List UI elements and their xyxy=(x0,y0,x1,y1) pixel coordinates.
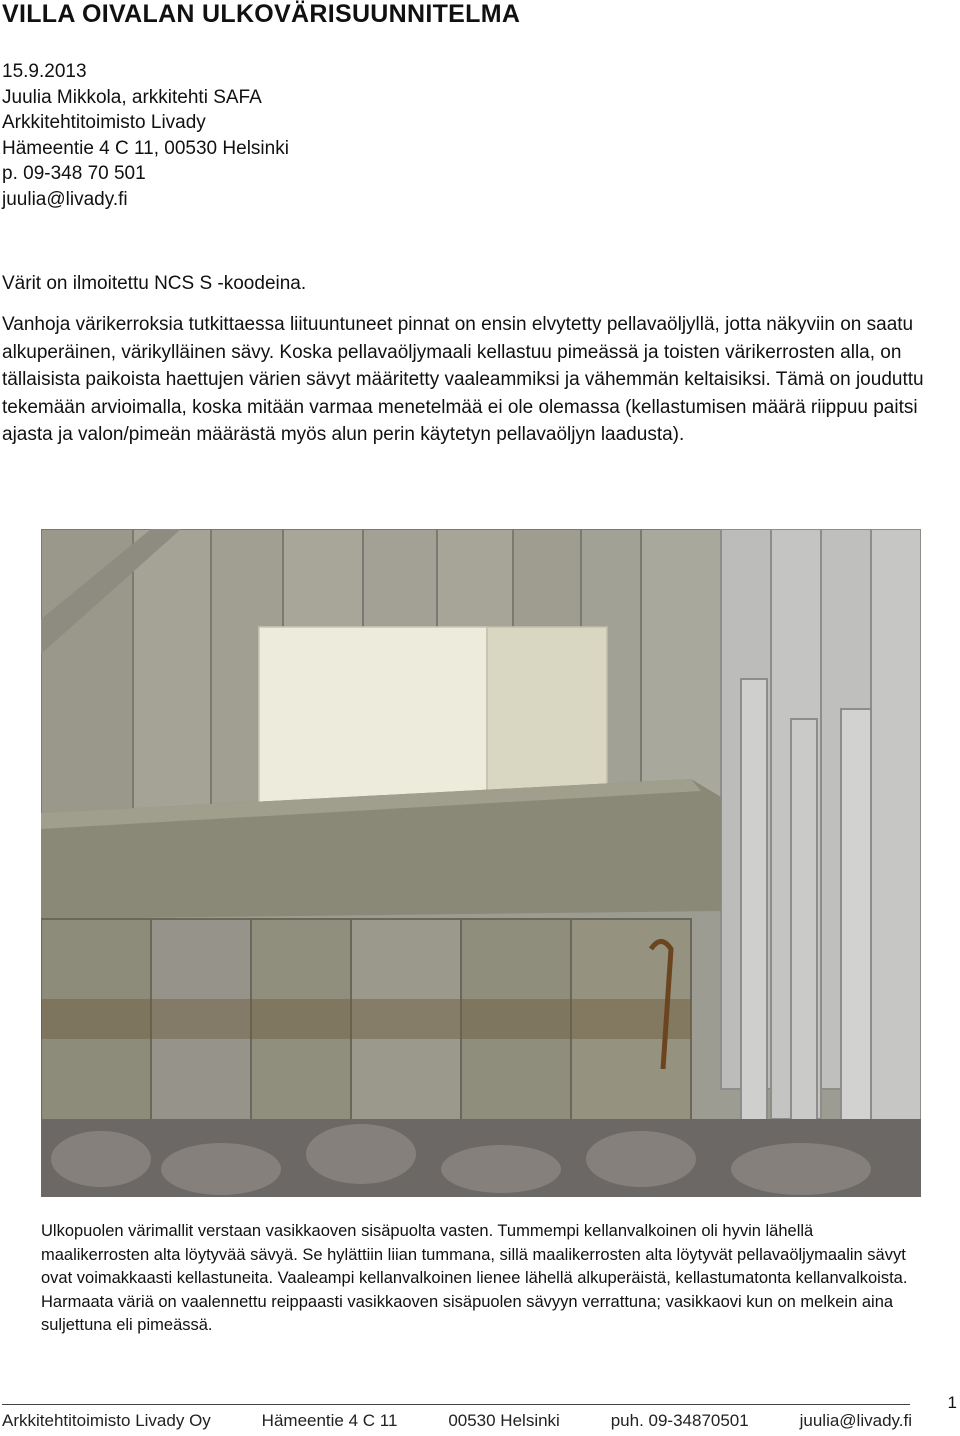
body-paragraph: Vanhoja värikerroksia tutkittaessa liituuntuneet pinnat on ensin elvytetty pellavaöljyllä, jotta näkyviin on saatu alkuperäinen, värikylläinen sävy. Koska pellavaöljymaali kellastuu pimeässä ja toisten värikerrosten alla, on tällaisista paikoista haettujen värien sävyt määritetty vaaleammiksi ja vähemmän keltaisiksi. Tämä on jouduttu tekemään arvioimalla, koska mitään varmaa menetelmää ei ole olemassa (kellastumisen määrä riippuu paitsi ajasta ja valon/pimeän määrästä myös alun perin käytetyn pellavaöljyn laadusta). xyxy=(2,314,924,445)
footer-phone: puh. 09-34870501 xyxy=(610,1411,749,1430)
footer-company: Arkkitehtitoimisto Livady Oy xyxy=(2,1411,211,1430)
email-address: juulia@livady.fi xyxy=(2,188,128,210)
footer-street: Hämeentie 4 C 11 xyxy=(261,1411,398,1430)
footer-divider xyxy=(2,1404,910,1405)
footer xyxy=(2,1411,912,1431)
date: 15.9.2013 xyxy=(2,61,87,82)
author-name: Juulia Mikkola, arkkitehti SAFA xyxy=(2,86,262,108)
door-color-samples-photo xyxy=(41,529,921,1197)
footer-postal: 00530 Helsinki xyxy=(448,1411,560,1430)
footer-email: juulia@livady.fi xyxy=(799,1411,912,1430)
photo-caption: Ulkopuolen värimallit verstaan vasikkaoven sisäpuolta vasten. Tummempi kellanvalkoinen oli hyvin lähellä maalikerrosten alta löytyvää sävyä. Se hylättiin liian tummana, sillä maalikerrosten alta löytyvät pellavaöljymaalin sävyt ovat voimakkaasti kellastuneita. Vaaleampi kellanvalkoinen lienee lähellä alkuperäistä, kellastumatonta kellanvalkoista. Harmaata väriä on vaalennettu reippaasti vasikkaoven sisäpuolen sävyyn verrattuna; vasikkaovi kun on melkein aina suljettuna eli pimeässä. xyxy=(41,1222,908,1334)
office-name: Arkkitehtitoimisto Livady xyxy=(2,112,206,133)
intro-line: Värit on ilmoitettu NCS S -koodeina. xyxy=(2,273,307,294)
author-info xyxy=(2,59,289,212)
office-address: Hämeentie 4 C 11, 00530 Helsinki xyxy=(2,137,289,159)
phone-number: p. 09-348 70 501 xyxy=(2,163,146,184)
document-title: VILLA OIVALAN ULKOVÄRISUUNNITELMA xyxy=(2,0,521,28)
page-number: 1 xyxy=(947,1393,957,1412)
